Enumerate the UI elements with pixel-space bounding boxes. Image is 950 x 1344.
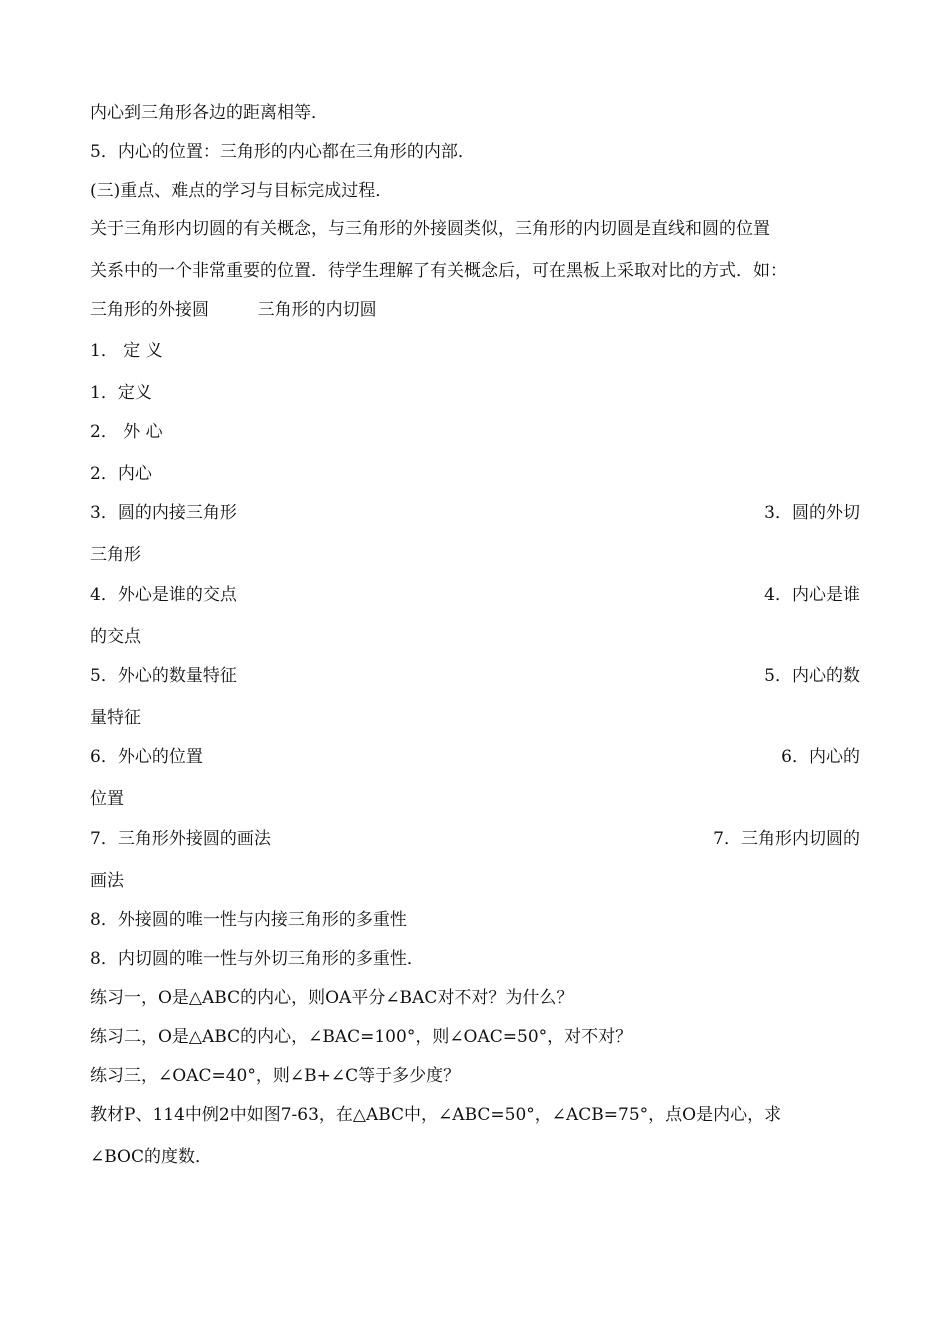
list-item: 1． 定 义 (90, 341, 163, 361)
row-right: 5．内心的数 (764, 666, 860, 686)
text-line: 关系中的一个非常重要的位置．待学生理解了有关概念后，可在黑板上采取对比的方式．如： (90, 261, 787, 281)
row-left: 3．圆的内接三角形 (90, 503, 237, 523)
list-item: 2．内心 (90, 464, 152, 484)
row-right: 4．内心是谁 (764, 585, 860, 605)
row-left: 6．外心的位置 (90, 747, 203, 767)
exercise-line: 练习一，O是△ABC的内心，则OA平分∠BAC对不对？为什么？ (90, 988, 574, 1008)
exercise-line: 练习三，∠OAC=40°，则∠B+∠C等于多少度？ (90, 1066, 461, 1086)
text-line: 内心到三角形各边的距离相等． (90, 103, 328, 123)
list-item: 2． 外 心 (90, 422, 163, 442)
list-item: 8．外接圆的唯一性与内接三角形的多重性 (90, 910, 407, 930)
row-left: 5．外心的数量特征 (90, 666, 237, 686)
text-line: 量特征 (90, 708, 141, 728)
text-line: 关于三角形内切圆的有关概念，与三角形的外接圆类似，三角形的内切圆是直线和圆的位置 (90, 219, 770, 239)
row-left: 7．三角形外接圆的画法 (90, 829, 271, 849)
exercise-line: 练习二，O是△ABC的内心，∠BAC=100°，则∠OAC=50°，对不对？ (90, 1027, 633, 1047)
text-line: 画法 (90, 871, 124, 891)
text-line: 的交点 (90, 627, 141, 647)
text-line: 位置 (90, 789, 124, 809)
list-item: 8．内切圆的唯一性与外切三角形的多重性． (90, 949, 424, 969)
example-line: ∠BOC的度数． (90, 1147, 212, 1167)
row-left: 4．外心是谁的交点 (90, 585, 237, 605)
row-right: 7．三角形内切圆的 (713, 829, 860, 849)
text-line: 5．内心的位置：三角形的内心都在三角形的内部． (90, 142, 475, 162)
text-line: 三角形 (90, 545, 141, 565)
row-right: 3．圆的外切 (764, 503, 860, 523)
example-line: 教材P、114中例2中如图7-63，在△ABC中，∠ABC=50°，∠ACB=75°，点O是内心，求 (90, 1105, 782, 1125)
row-right: 6．内心的 (781, 747, 860, 767)
list-item: 1．定义 (90, 383, 152, 403)
comparison-header: 三角形的外接圆 三角形的内切圆 (90, 300, 377, 320)
section-heading: (三)重点、难点的学习与目标完成过程． (90, 181, 393, 201)
